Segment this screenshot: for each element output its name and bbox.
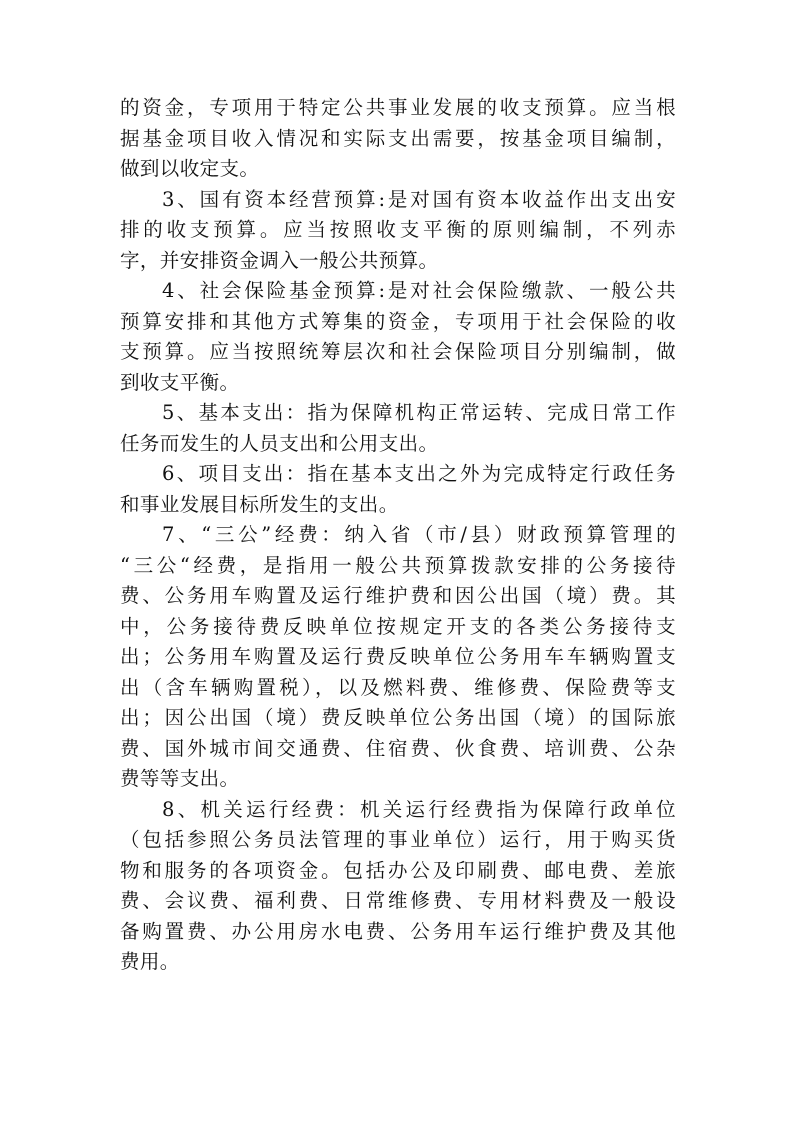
text-line: 费用。: [120, 950, 180, 973]
text-line: 预算安排和其他方式筹集的资金，专项用于社会保险的收: [120, 309, 676, 333]
text-line: （包括参照公务员法管理的事业单位）运行，用于购买货: [120, 828, 676, 851]
text-line: 出；因公出国（境）费反映单位公务出国（境）的国际旅: [120, 706, 676, 729]
paragraph-6-start: 6、项目支出：指在基本支出之外为完成特定行政任务: [162, 462, 676, 485]
text-line: 物和服务的各项资金。包括办公及印刷费、邮电费、差旅: [120, 858, 676, 882]
text-line: 排的收支预算。应当按照收支平衡的原则编制，不列赤: [120, 218, 676, 241]
paragraph-8-start: 8、机关运行经费：机关运行经费指为保障行政单位: [162, 797, 676, 821]
paragraph-3-start: 3、国有资本经营预算:是对国有资本收益作出支出安: [162, 187, 676, 211]
paragraph-7-start: 7、“三公”经费：纳入省（市/县）财政预算管理的: [162, 523, 676, 546]
text-line: 备购置费、办公用房水电费、公务用车运行维护费及其他: [120, 919, 676, 943]
text-line: 和事业发展目标所发生的支出。: [120, 492, 399, 516]
text-line: 支预算。应当按照统筹层次和社会保险项目分别编制，做: [120, 340, 676, 363]
text-line: 出（含车辆购置税），以及燃料费、维修费、保险费等支: [120, 675, 676, 699]
paragraph-4-start: 4、社会保险基金预算:是对社会保险缴款、一般公共: [162, 279, 676, 302]
text-line: 到收支平衡。: [120, 370, 240, 394]
text-line: 出；公务用车购置及运行费反映单位公务用车车辆购置支: [120, 645, 676, 668]
document-body: [120, 93, 676, 978]
text-line: 费、国外城市间交通费、住宿费、伙食费、培训费、公杂: [120, 736, 676, 760]
text-line: 费等等支出。: [120, 767, 240, 790]
text-line: 费、会议费、福利费、日常维修费、专用材料费及一般设: [120, 889, 676, 912]
text-line: 任务而发生的人员支出和公用支出。: [120, 431, 439, 455]
text-line: 的资金，专项用于特定公共事业发展的收支预算。应当根: [120, 96, 676, 119]
text-line: 费、公务用车购置及运行维护费和因公出国（境）费。其: [120, 584, 676, 607]
text-line: “三公“经费，是指用一般公共预算拨款安排的公务接待: [120, 553, 676, 577]
text-line: 字，并安排资金调入一般公共预算。: [120, 248, 439, 272]
text-line: 据基金项目收入情况和实际支出需要，按基金项目编制，: [120, 126, 676, 150]
text-line: 做到以收定支。: [120, 157, 260, 180]
paragraph-5-start: 5、基本支出：指为保障机构正常运转、完成日常工作: [162, 401, 676, 424]
text-line: 中，公务接待费反映单位按规定开支的各类公务接待支: [120, 614, 676, 638]
